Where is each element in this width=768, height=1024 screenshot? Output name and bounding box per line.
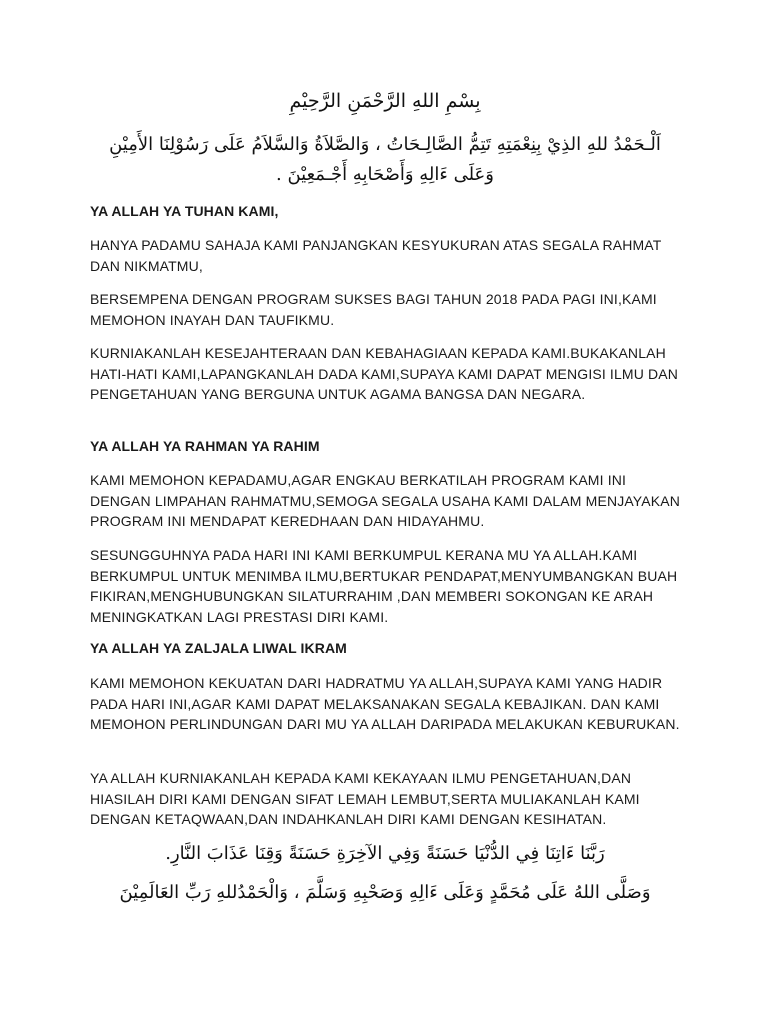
section-heading-1: YA ALLAH YA TUHAN KAMI, — [90, 203, 279, 219]
closing-prayer-arabic-1: رَبَّنَا ءَاتِنَا فِي الدُّنْيَا حَسَنَةً وَفِي الآخِرَةِ حَسَنَةً وَقِنَا عَذَابَ النَّارِ. — [165, 843, 605, 864]
paragraph-2: BERSEMPENA DENGAN PROGRAM SUKSES BAGI TAHUN 2018 PADA PAGI INI,KAMI MEMOHON INAYAH DAN TAUFIKMU. — [90, 291, 657, 328]
section-heading-3: YA ALLAH YA ZALJALA LIWAL IKRAM — [90, 640, 347, 656]
paragraph-1: HANYA PADAMU SAHAJA KAMI PANJANGKAN KESYUKURAN ATAS SEGALA RAHMAT DAN NIKMATMU, — [90, 237, 662, 274]
paragraph-5: SESUNGGUHNYA PADA HARI INI KAMI BERKUMPUL KERANA MU YA ALLAH.KAMI BERKUMPUL UNTUK MENIMBA ILMU,BERTUKAR PENDAPAT,MENYUMBANGKAN BUAH FIKIRAN,MENGHUBUNGKAN SILATURRAHIM ,DAN MEMBERI SOKONGAN KE ARAH MENINGKATKAN LAGI PRESTASI DIRI KAMI. — [90, 547, 678, 625]
basmala-text: بِسْمِ اللهِ الرَّحْمَنِ الرَّحِيْمِ — [289, 90, 481, 112]
paragraph-6: KAMI MEMOHON KEKUATAN DARI HADRATMU YA ALLAH,SUPAYA KAMI YANG HADIR PADA HARI INI,AGAR KAMI DAPAT MELAKSANAKAN SEGALA KEBAJIKAN. DAN KAMI MEMOHON PERLINDUNGAN DARI MU YA ALLAH DARIPADA MELAKUKAN KEBURUKAN. — [90, 675, 680, 732]
paragraph-3: KURNIAKANLAH KESEJAHTERAAN DAN KEBAHAGIAAN KEPADA KAMI.BUKAKANLAH HATI-HATI KAMI,LAPANGKANLAH DADA KAMI,SUPAYA KAMI DAPAT MENGISI ILMU DAN PENGETAHUAN YANG BERGUNA UNTUK AGAMA BANGSA DAN NEGARA. — [90, 345, 679, 402]
opening-prayer-arabic: اَلْـحَمْدُ للهِ الذِيْ بِنِعْمَتِهِ تَتِمُّ الصَّالِـحَاتُ ، وَالصَّلاَةُ وَالسَّلاَمُ عَلَى رَسُوْلِنَا الأَمِيْنِ وَعَلَى ءَالِهِ وَأَصْحَابِهِ أَجْـمَعِيْنَ . — [109, 134, 661, 185]
paragraph-7: YA ALLAH KURNIAKANLAH KEPADA KAMI KEKAYAAN ILMU PENGETAHUAN,DAN HIASILAH DIRI KAMI DENGAN SIFAT LEMAH LEMBUT,SERTA MULIAKANLAH KAMI DENGAN KETAQWAAN,DAN INDAHKANLAH DIRI KAMI DENGAN KESIHATAN. — [90, 770, 640, 827]
paragraph-4: KAMI MEMOHON KEPADAMU,AGAR ENGKAU BERKATILAH PROGRAM KAMI INI DENGAN LIMPAHAN RAHMATMU,SEMOGA SEGALA USAHA KAMI DALAM MENJAYAKAN PROGRAM INI MENDAPAT KEREDHAAN DAN HIDAYAHMU. — [90, 472, 680, 529]
closing-prayer-arabic-2: وَصَلَّى اللهُ عَلَى مُحَمَّدٍ وَعَلَى ءَالِهِ وَصَحْبِهِ وَسَلَّمَ ، وَالْحَمْدُللهِ رَبِّ العَالَمِيْنَ — [119, 882, 651, 903]
section-heading-2: YA ALLAH YA RAHMAN YA RAHIM — [90, 438, 320, 454]
